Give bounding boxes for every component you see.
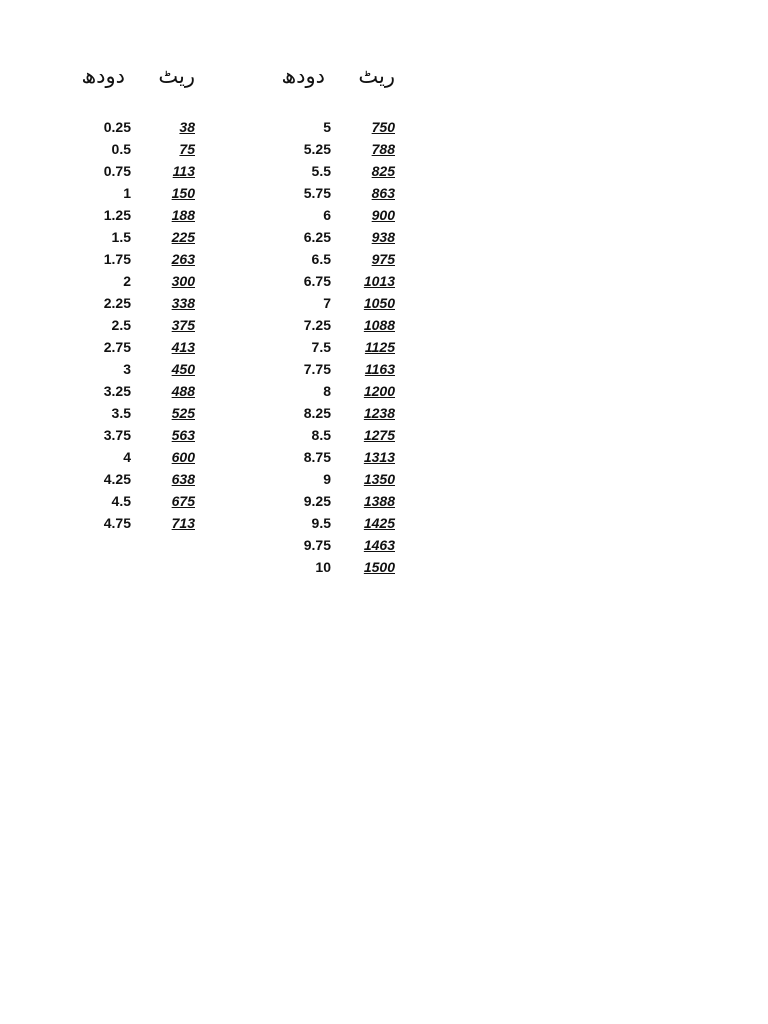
quantity-cell: 7.5 [311, 339, 331, 355]
rate-cell: 338 [171, 295, 195, 311]
rate-cell: 1463 [363, 537, 395, 553]
rate-cell: 1013 [363, 273, 395, 289]
rate-cell: 1275 [363, 427, 395, 443]
table-row [270, 182, 395, 204]
rate-cell: 825 [371, 163, 395, 179]
rate-cell: 900 [371, 207, 395, 223]
quantity-cell: 4.75 [103, 515, 131, 531]
rate-cell: 1050 [363, 295, 395, 311]
quantity-cell: 9 [323, 471, 331, 487]
rate-cell: 938 [371, 229, 395, 245]
quantity-cell: 0.25 [103, 119, 131, 135]
table-row [70, 424, 195, 446]
rate-cell: 1425 [363, 515, 395, 531]
table-row [270, 468, 395, 490]
rate-cell: 263 [171, 251, 195, 267]
table-row [70, 314, 195, 336]
table-row [270, 226, 395, 248]
quantity-cell: 3.25 [103, 383, 131, 399]
quantity-cell: 5.5 [311, 163, 331, 179]
rate-cell: 75 [179, 141, 195, 157]
table-row [270, 534, 395, 556]
quantity-header: دودھ [281, 64, 325, 88]
quantity-cell: 1 [123, 185, 131, 201]
rate-cell: 1388 [363, 493, 395, 509]
milk-rate-table-right [270, 64, 395, 575]
table-row [270, 336, 395, 358]
table-row [270, 490, 395, 512]
table-row [70, 138, 195, 160]
quantity-header: دودھ [81, 64, 125, 88]
table-row [70, 204, 195, 226]
table-header [70, 64, 195, 104]
table-row [70, 336, 195, 358]
rate-cell: 975 [371, 251, 395, 267]
table-row [270, 424, 395, 446]
table-row [70, 160, 195, 182]
rate-cell: 638 [171, 471, 195, 487]
table-header [270, 64, 395, 104]
rate-cell: 1313 [363, 449, 395, 465]
quantity-cell: 6 [323, 207, 331, 223]
table-row [270, 160, 395, 182]
rate-cell: 1163 [364, 361, 395, 377]
quantity-cell: 2.75 [103, 339, 131, 355]
table-row [70, 226, 195, 248]
table-row [270, 292, 395, 314]
quantity-cell: 9.25 [303, 493, 331, 509]
quantity-cell: 7.75 [303, 361, 331, 377]
table-row [270, 248, 395, 270]
rate-cell: 1350 [363, 471, 395, 487]
quantity-cell: 5.25 [303, 141, 331, 157]
rate-cell: 863 [371, 185, 395, 201]
table-body [70, 116, 195, 534]
table-row [70, 512, 195, 534]
table-row [70, 248, 195, 270]
rate-cell: 188 [171, 207, 195, 223]
quantity-cell: 8.5 [311, 427, 331, 443]
quantity-cell: 9.5 [311, 515, 331, 531]
quantity-cell: 3.75 [103, 427, 131, 443]
rate-cell: 375 [171, 317, 195, 333]
quantity-cell: 2 [123, 273, 131, 289]
table-row [270, 358, 395, 380]
table-body [270, 116, 395, 578]
rate-cell: 525 [171, 405, 195, 421]
table-row [70, 468, 195, 490]
rate-cell: 1238 [363, 405, 395, 421]
quantity-cell: 2.5 [111, 317, 131, 333]
rate-cell: 413 [171, 339, 195, 355]
quantity-cell: 4.5 [111, 493, 131, 509]
table-row [70, 270, 195, 292]
rate-cell: 1088 [363, 317, 395, 333]
rate-cell: 750 [371, 119, 395, 135]
quantity-cell: 7.25 [303, 317, 331, 333]
rate-cell: 113 [172, 163, 195, 179]
quantity-cell: 4.25 [103, 471, 131, 487]
milk-rate-table-left [70, 64, 195, 531]
table-row [70, 116, 195, 138]
rate-cell: 450 [171, 361, 195, 377]
table-row [270, 204, 395, 226]
quantity-cell: 6.25 [303, 229, 331, 245]
rate-cell: 600 [171, 449, 195, 465]
table-row [70, 358, 195, 380]
table-row [70, 402, 195, 424]
quantity-cell: 8.25 [303, 405, 331, 421]
table-row [270, 402, 395, 424]
quantity-cell: 3 [123, 361, 131, 377]
table-row [70, 292, 195, 314]
table-row [70, 446, 195, 468]
quantity-cell: 7 [323, 295, 331, 311]
table-row [270, 446, 395, 468]
rate-cell: 713 [171, 515, 195, 531]
table-row [270, 512, 395, 534]
quantity-cell: 4 [123, 449, 131, 465]
table-row [270, 556, 395, 578]
table-row [270, 138, 395, 160]
quantity-cell: 10 [315, 559, 331, 575]
quantity-cell: 0.5 [111, 141, 131, 157]
rate-cell: 675 [171, 493, 195, 509]
quantity-cell: 9.75 [303, 537, 331, 553]
table-row [270, 270, 395, 292]
rate-header: ریٹ [158, 64, 195, 88]
rate-cell: 563 [171, 427, 195, 443]
quantity-cell: 5.75 [303, 185, 331, 201]
rate-header: ریٹ [358, 64, 395, 88]
quantity-cell: 0.75 [103, 163, 131, 179]
quantity-cell: 3.5 [111, 405, 131, 421]
rate-cell: 1125 [364, 339, 395, 355]
quantity-cell: 2.25 [103, 295, 131, 311]
quantity-cell: 6.75 [303, 273, 331, 289]
quantity-cell: 8 [323, 383, 331, 399]
table-row [270, 380, 395, 402]
rate-cell: 300 [171, 273, 195, 289]
rate-cell: 225 [171, 229, 195, 245]
quantity-cell: 1.25 [103, 207, 131, 223]
rate-cell: 1200 [363, 383, 395, 399]
table-row [70, 380, 195, 402]
table-row [70, 182, 195, 204]
quantity-cell: 8.75 [303, 449, 331, 465]
quantity-cell: 5 [323, 119, 331, 135]
quantity-cell: 1.75 [103, 251, 131, 267]
table-row [270, 314, 395, 336]
quantity-cell: 1.5 [111, 229, 131, 245]
rate-cell: 788 [371, 141, 395, 157]
rate-cell: 488 [171, 383, 195, 399]
quantity-cell: 6.5 [311, 251, 331, 267]
rate-cell: 1500 [363, 559, 395, 575]
table-row [270, 116, 395, 138]
rate-cell: 150 [171, 185, 195, 201]
rate-cell: 38 [179, 119, 195, 135]
table-row [70, 490, 195, 512]
